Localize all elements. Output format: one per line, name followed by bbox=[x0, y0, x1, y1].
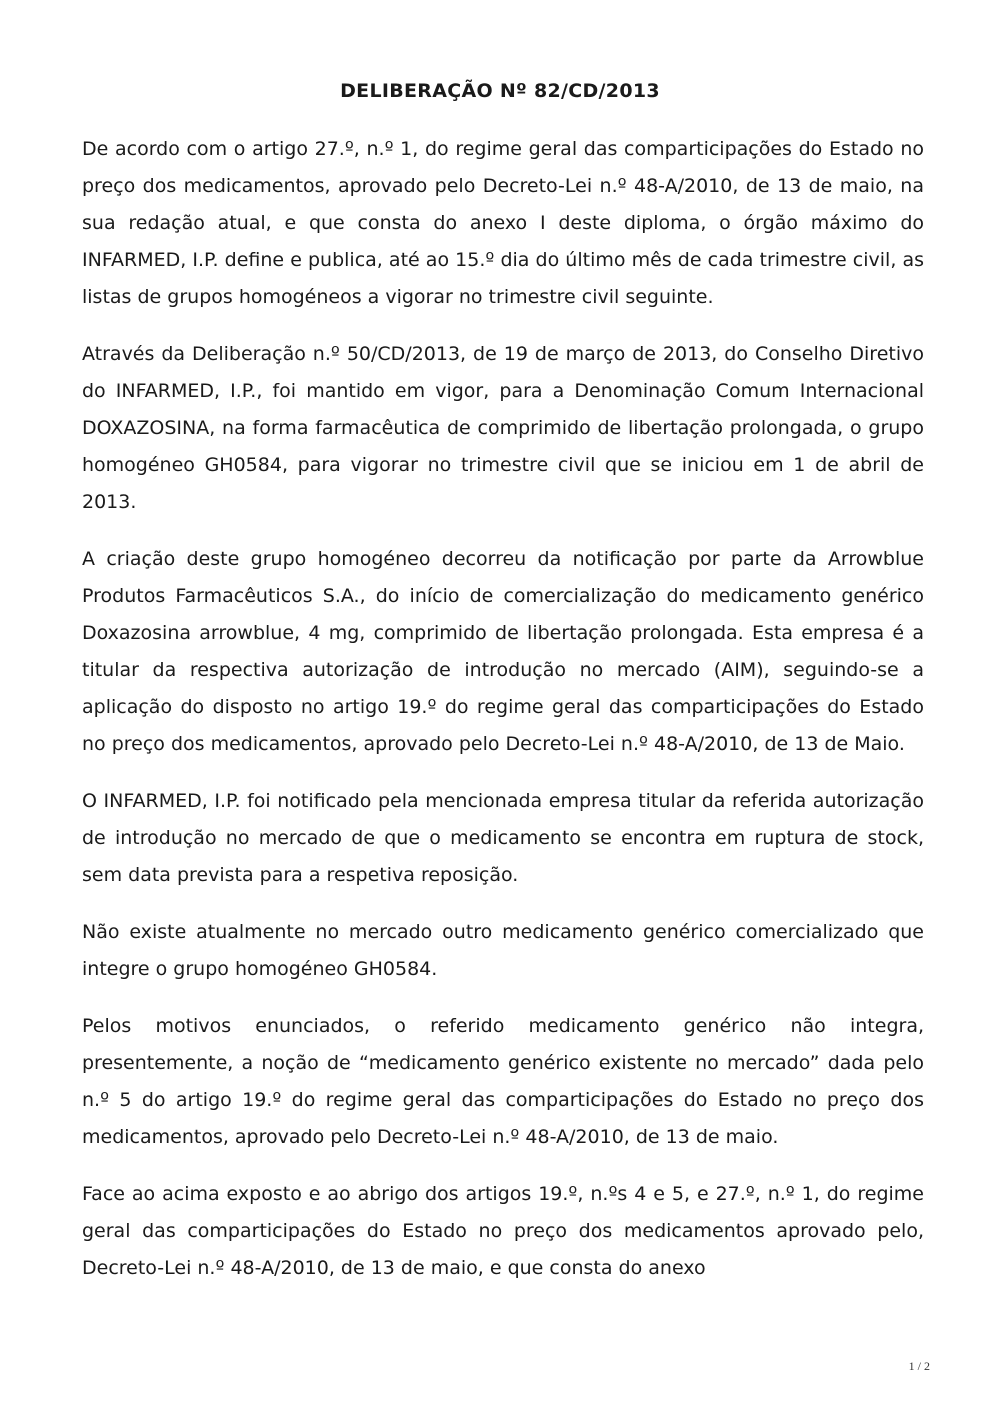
paragraph-2: Através da Deliberação n.º 50/CD/2013, de 19 de março de 2013, do Conselho Diretivo do INFARMED, I.P., foi mantido em vigor, para a Denominação Comum Internacional DOXAZOSINA, na forma farmacêutica de comprimido de libertação prolongada, o grupo homogéneo GH0584, para vigorar no trimestre civil que se iniciou em 1 de abril de 2013. bbox=[82, 343, 924, 513]
paragraph-5: Não existe atualmente no mercado outro medicamento genérico comercializado que integre o grupo homogéneo GH0584. bbox=[82, 921, 924, 980]
paragraph-4: O INFARMED, I.P. foi notificado pela mencionada empresa titular da referida autorização de introdução no mercado de que o medicamento se encontra em ruptura de stock, sem data prevista para a respetiva reposição. bbox=[82, 790, 924, 886]
document-body bbox=[82, 131, 924, 1307]
paragraph-6: Pelos motivos enunciados, o referido medicamento genérico não integra, presentemente, a noção de “medicamento genérico existente no mercado” dada pelo n.º 5 do artigo 19.º do regime geral das comparticipações do Estado no preço dos medicamentos, aprovado pelo Decreto-Lei n.º 48-A/2010, de 13 de maio. bbox=[82, 1015, 924, 1148]
paragraph-7: Face ao acima exposto e ao abrigo dos artigos 19.º, n.ºs 4 e 5, e 27.º, n.º 1, do regime geral das comparticipações do Estado no preço dos medicamentos aprovado pelo, Decreto-Lei n.º 48-A/2010, de 13 de maio, e que consta do anexo bbox=[82, 1183, 924, 1279]
paragraph-1: De acordo com o artigo 27.º, n.º 1, do regime geral das comparticipações do Estado no preço dos medicamentos, aprovado pelo Decreto-Lei n.º 48-A/2010, de 13 de maio, na sua redação atual, e que consta do anexo I deste diploma, o órgão máximo do INFARMED, I.P. define e publica, até ao 15.º dia do último mês de cada trimestre civil, as listas de grupos homogéneos a vigorar no trimestre civil seguinte. bbox=[82, 138, 924, 308]
paragraph-3: A criação deste grupo homogéneo decorreu da notificação por parte da Arrowblue Produtos Farmacêuticos S.A., do início de comercialização do medicamento genérico Doxazosina arrowblue, 4 mg, comprimido de libertação prolongada. Esta empresa é a titular da respectiva autorização de introdução no mercado (AIM), seguindo-se a aplicação do disposto no artigo 19.º do regime geral das comparticipações do Estado no preço dos medicamentos, aprovado pelo Decreto-Lei n.º 48-A/2010, de 13 de Maio. bbox=[82, 548, 924, 755]
document-title: DELIBERAÇÃO Nº 82/CD/2013 bbox=[340, 80, 660, 102]
page-number: 1 / 2 bbox=[908, 1359, 930, 1373]
